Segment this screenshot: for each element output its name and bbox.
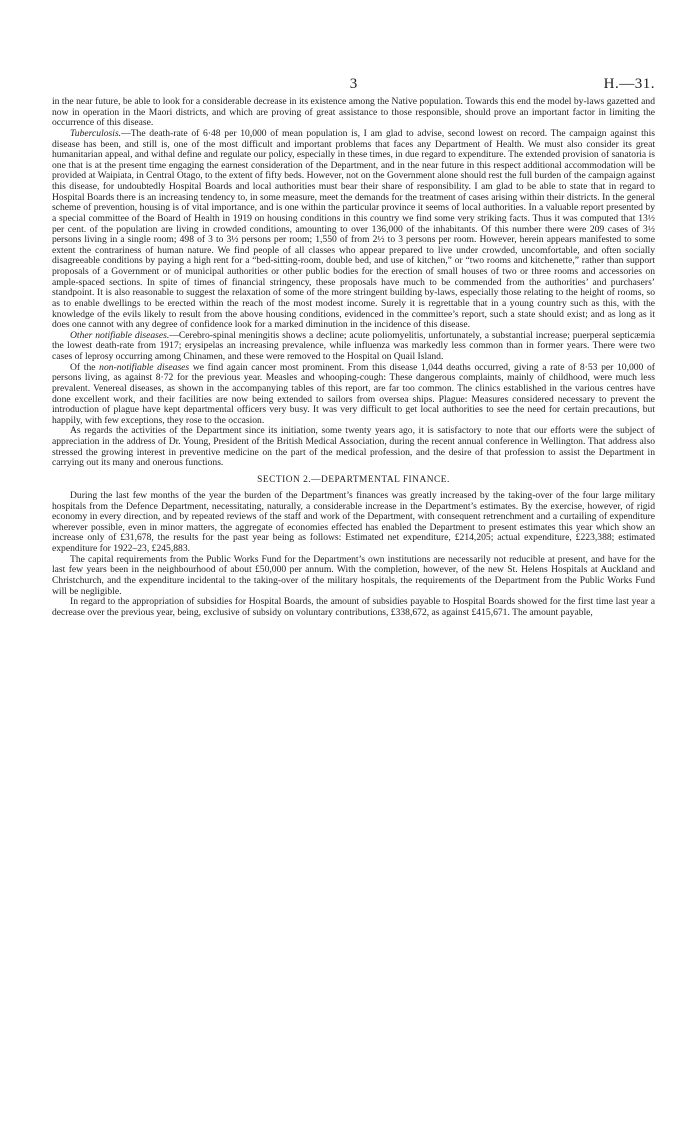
paragraph-continuation: in the near future, be able to look for a considerable decrease in its existence among the Native population. Towards this end the model by-laws gazetted and now in operation in the Maori districts, and which are proving of great assistance to those responsible, should prove an important factor in limiting the occurrence of this disease.: [52, 96, 655, 129]
section-heading: SECTION 2.—DEPARTMENTAL FINANCE.: [257, 474, 450, 485]
page-header: [52, 76, 655, 94]
paragraph-other-notifiable: Other notifiable diseases.—Cerebro-spinal meningitis shows a decline; acute poliomyelitis, unfortunately, a substantial increase; puerperal septicæmia the lowest death-rate from 1917; erysipelas an increasing prevalence, while influenza was markedly less common than in former years. There were two cases of leprosy occurring among Chinamen, and these were removed to the Hospital on Quail Island.: [52, 329, 655, 362]
paragraph-non-notifiable: Of the non-notifiable diseases we find again cancer most prominent. From this disease 1,044 deaths occurred, giving a rate of 8·53 per 10,000 of persons living, as against 8·72 for the previous year. Measles and whooping-cough: These dangerous complaints, mainly of childhood, were much less prevalent. Venereal diseases, as shown in the accompanying tables of this report, are far too common. The clinics established in the various centres have done excellent work, and their facilities are now being extended to sailors from oversea ships. Plague: Measures considered necessary to prevent the introduction of plague have kept departmental officers very busy. It was very difficult to get local authorities to see the need for certain precautions, but happily, with few exceptions, they rose to the occasion.: [52, 361, 656, 426]
paragraph-lead: non-notifiable diseases: [99, 361, 190, 373]
paragraph-activities: As regards the activities of the Department since its initiation, some twenty years ago, it is satisfactory to note that our efforts were the subject of appreciation in the address of Dr. Young, President of the British Medical Association, during the recent annual conference in Wellington. That address also stressed the growing interest in preventive medicine on the part of the medical profession, and the desire of that profession to assist the Department in carrying out its many and onerous functions.: [52, 425, 655, 469]
paragraph-finance-2: The capital requirements from the Public Works Fund for the Department’s own institutions are necessarily not reducible at present, and have for the last few years been in the neighbourhood of about £50,000 per annum. With the completion, however, of the new St. Helens Hospitals at Auckland and Christchurch, and the expenditure incidental to the taking-over of the military hospitals, the requirements of the Department from the Public Works Fund will be negligible.: [52, 553, 655, 597]
paragraph-finance-3: In regard to the appropriation of subsidies for Hospital Boards, the amount of subsidies payable to Hospital Boards showed for the first time last year a decrease over the previous year, being, exclusive of subsidy on voluntary contributions, £338,672, as against £415,671. The amount payable,: [52, 596, 655, 618]
document-body: [52, 97, 655, 618]
document-code: H.—31.: [603, 76, 655, 92]
paragraph-finance-1: During the last few months of the year the burden of the Department’s finances was greatly increased by the taking-over of the four large military hospitals from the Defence Department, necessitating, naturally, a considerable increase in the Department’s estimates. By the exercise, however, of rigid economy in every direction, and by repeated reviews of the staff and work of the Department, with consequent retrenchment and a curtailing of expenditure wherever possible, even in minor matters, the aggregate of economies effected has enabled the Department to present estimates this year which show an increase only of £31,678, the results for the past year being as follows: Estimated net expenditure, £214,205; actual expenditure, £223,388; estimated expenditure for 1922–23, £245,883.: [52, 489, 655, 554]
paragraph-lead: Tuberculosis.: [70, 127, 122, 139]
paragraph-tuberculosis: Tuberculosis.—The death-rate of 6·48 per 10,000 of mean population is, I am glad to advise, second lowest on record. The campaign against this disease has been, and still is, one of the most difficult and important problems that faces any Department of Health. We must also consider its great humanitarian appeal, and withal define and regulate our policy, especially in these times, in due regard to expenditure. The extended provision of sanatoria is one that is at the present time engaging the earnest consideration of the Department, and in the near future in this respect additional accommodation will be provided at Waipiata, in Central Otago, to the extent of fifty beds. However, not on the Government alone should rest the full burden of the campaign against this disease, for undoubtedly Hospital Boards and local authorities must bear their share of responsibility. I am glad to be able to state that in regard to Hospital Boards there is an increasing tendency to, in some measure, meet the demands for the treatment of cases arising within their districts. In the general scheme of prevention, housing is of vital importance, and is one within the particular province it seems of local authorities. In a valuable report presented by a special committee of the Board of Health in 1919 on housing conditions in this country we find some very striking facts. Thus it was computed that 13½ per cent. of the population are living in crowded conditions, amounting to over 136,000 of the inhabitants. Of this number there were 209 cases of 3½ persons living in a single room; 498 of 3 to 3½ persons per room; 1,550 of from 2½ to 3 persons per room. However, herein appears manifested to some extent the contrariness of human nature. We find people of all classes who appear prepared to live under crowded, uncomfortable, and often socially disagreeable conditions by paying a high rent for a “bed-sitting-room, double bed, and use of kitchen,” or “two rooms and kitchenette,” rather than support proposals of a Government or of municipal authorities or other public bodies for the erection of small houses of two or three rooms and accessories on ample-spaced sections. In spite of times of financial stringency, these proposals have much to be commended from the authorities’ and purchasers’ standpoint. It is also reasonable to suggest the relaxation of some of the more stringent building by-laws, especially those relating to the height of rooms, so as to enable dwellings to be erected within the reach of the most modest income. Surely it is regrettable that in a young country such as this, with the knowledge of the evils likely to result from the above housing conditions, evidenced in the committee’s report, such a state should exist; and as long as it does one cannot with any degree of confidence look for a marked diminution in the incidence of this disease.: [52, 127, 655, 331]
paragraph-lead: Other notifiable diseases.: [70, 329, 170, 341]
page-number: 3: [349, 76, 358, 92]
